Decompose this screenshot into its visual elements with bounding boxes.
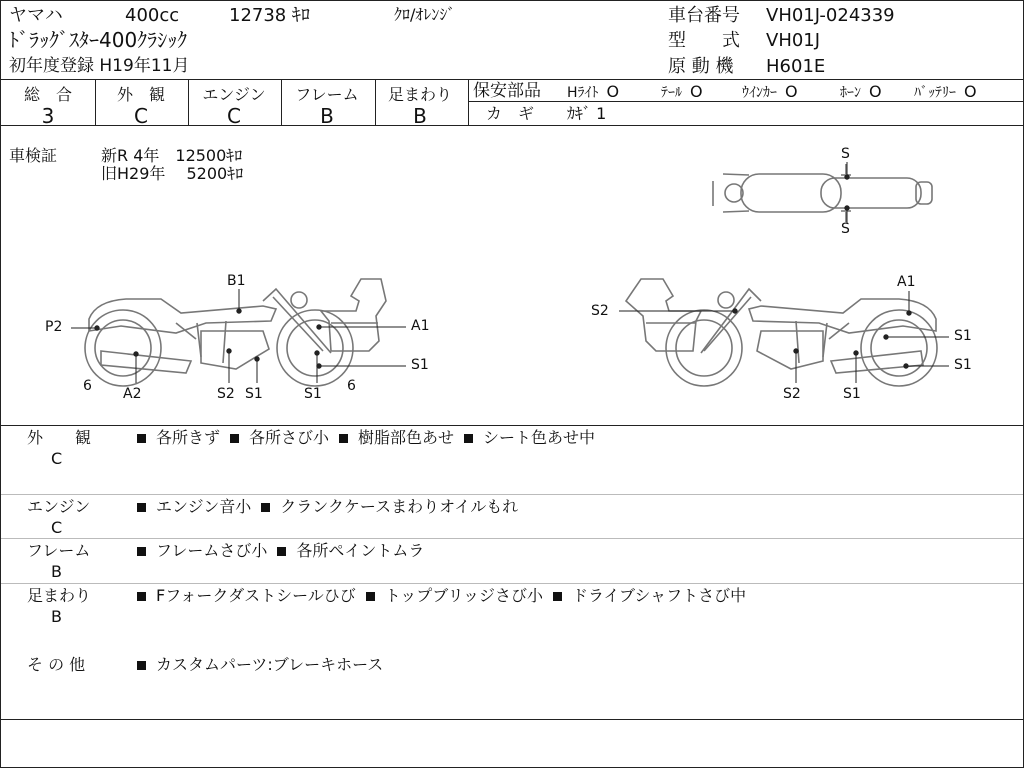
remark-note: フレームさび小 <box>156 541 268 560</box>
divider <box>1 538 1023 539</box>
frame-no-label: 車台番号 <box>668 5 740 26</box>
type-label: 型 式 <box>668 30 740 51</box>
frame-grade: B <box>320 104 334 128</box>
safety-item-label: ﾃｰﾙ <box>661 85 682 101</box>
divider <box>468 79 469 125</box>
suspension-grade: B <box>413 104 427 128</box>
bullet-icon <box>230 434 239 443</box>
engine-model-label: 原 動 機 <box>668 56 734 77</box>
remark-label: 外 観 <box>27 428 92 447</box>
first-registration: 初年度登録 H19年11月 <box>9 56 190 76</box>
mark-left-a1: A1 <box>411 318 430 334</box>
remark-note: 各所さび小 <box>249 428 330 447</box>
mark-right-s2-bottom: S2 <box>783 386 801 402</box>
mark-left-6b: 6 <box>347 378 356 394</box>
remark-label: エンジン <box>27 497 91 516</box>
top-view <box>713 164 932 222</box>
divider <box>1 583 1023 584</box>
overall-grade: 3 <box>41 104 55 128</box>
mark-left-s1-right: S1 <box>411 357 429 373</box>
displacement: 400cc <box>125 5 180 26</box>
divider <box>1 494 1023 495</box>
safety-item-mark: O <box>785 82 798 101</box>
bullet-icon <box>553 592 562 601</box>
mileage: 12738 ｷﾛ <box>229 5 310 26</box>
inspection-new: 新R 4年 12500ｷﾛ <box>101 146 243 165</box>
bullet-icon <box>339 434 348 443</box>
safety-item <box>661 84 703 100</box>
divider <box>1 425 1023 426</box>
remark-label: フレーム <box>27 541 91 560</box>
remark-grade: B <box>51 607 62 626</box>
remark-note: Fフォークダストシールひび <box>156 586 356 605</box>
exterior-grade: C <box>134 104 148 128</box>
divider <box>468 101 1023 102</box>
bullet-icon <box>464 434 473 443</box>
safety-item <box>742 84 798 100</box>
bullet-icon <box>137 503 146 512</box>
key-value: ｶｷﾞ 1 <box>567 104 607 123</box>
safety-item-label: Hﾗｲﾄ <box>567 85 599 101</box>
mark-left-6a: 6 <box>83 378 92 394</box>
safety-item <box>840 84 882 100</box>
mark-top-b: S <box>841 221 850 237</box>
safety-title: 保安部品 <box>473 81 541 101</box>
bullet-icon <box>277 547 286 556</box>
mark-left-a2: A2 <box>123 386 142 402</box>
suspension-label: 足まわり <box>387 85 452 104</box>
remark-note: 各所きず <box>156 428 221 447</box>
bullet-icon <box>137 434 146 443</box>
remark-note: 樹脂部色あせ <box>358 428 455 447</box>
inspection-title: 車検証 <box>9 146 58 165</box>
motorcycle-diagram <box>1 126 1023 426</box>
safety-item-label: ｳｲﾝｶｰ <box>742 85 777 101</box>
bullet-icon <box>366 592 375 601</box>
remark-note: シート色あせ中 <box>483 428 596 447</box>
bullet-icon <box>137 547 146 556</box>
safety-item-label: ﾎｰﾝ <box>840 85 861 101</box>
safety-item-mark: O <box>606 82 620 101</box>
bullet-icon <box>137 592 146 601</box>
mark-top-a: S <box>841 146 850 162</box>
safety-item <box>567 84 619 100</box>
remark-notes <box>137 657 383 673</box>
remark-grade: B <box>51 562 62 581</box>
remark-label: そ の 他 <box>27 655 86 674</box>
remark-notes <box>137 499 518 515</box>
divider <box>1 79 1023 80</box>
engine-model-value: H601E <box>766 56 826 77</box>
maker: ヤマハ <box>9 5 63 26</box>
mark-left-s2: S2 <box>217 386 235 402</box>
remark-grade: C <box>51 449 63 468</box>
remark-notes <box>137 430 595 446</box>
mark-right-s2-top: S2 <box>591 303 609 319</box>
engine-grade: C <box>227 104 241 128</box>
color: ｸﾛ/ｵﾚﾝｼﾞ <box>394 5 456 24</box>
exterior-label: 外 観 <box>116 85 165 104</box>
remark-grade: C <box>51 518 63 537</box>
left-side-view <box>85 279 386 386</box>
safety-item-mark: O <box>964 82 977 101</box>
remark-notes <box>137 543 424 559</box>
type-value: VH01J <box>766 30 821 51</box>
mark-left-b1: B1 <box>227 273 246 289</box>
right-side-view <box>626 279 937 386</box>
frame-label: フレーム <box>295 85 359 104</box>
mark-left-s1a: S1 <box>245 386 263 402</box>
overall-label: 総 合 <box>23 85 72 104</box>
bullet-icon <box>261 503 270 512</box>
inspection-old: 旧H29年 5200ｷﾛ <box>101 164 244 183</box>
mark-right-s1a: S1 <box>954 328 972 344</box>
remark-note: ドライブシャフトさび中 <box>572 586 747 605</box>
remark-note: トップブリッジさび小 <box>384 586 544 605</box>
remark-note: クランクケースまわりオイルもれ <box>280 497 519 516</box>
remark-note: カスタムパーツ:ブレーキホース <box>156 655 384 674</box>
mark-left-s1b: S1 <box>304 386 322 402</box>
engine-label: エンジン <box>202 85 266 104</box>
mark-right-s1-bottom: S1 <box>843 386 861 402</box>
safety-item <box>914 84 977 100</box>
remark-label: 足まわり <box>27 586 92 605</box>
remark-note: 各所ペイントムラ <box>296 541 425 560</box>
frame-no-value: VH01J-024339 <box>766 5 895 26</box>
remark-notes <box>137 588 746 604</box>
safety-item-label: ﾊﾞｯﾃﾘｰ <box>914 85 956 101</box>
safety-item-mark: O <box>869 82 882 101</box>
mark-left-p2: P2 <box>45 319 63 335</box>
mark-right-s1b: S1 <box>954 357 972 373</box>
divider <box>1 719 1023 720</box>
bullet-icon <box>137 661 146 670</box>
mark-right-a1: A1 <box>897 274 916 290</box>
model-name: ﾄﾞﾗｯｸﾞｽﾀｰ400ｸﾗｼｯｸ <box>9 28 188 52</box>
remark-note: エンジン音小 <box>156 497 252 516</box>
safety-item-mark: O <box>690 82 703 101</box>
key-label: カ ギ <box>486 104 535 123</box>
